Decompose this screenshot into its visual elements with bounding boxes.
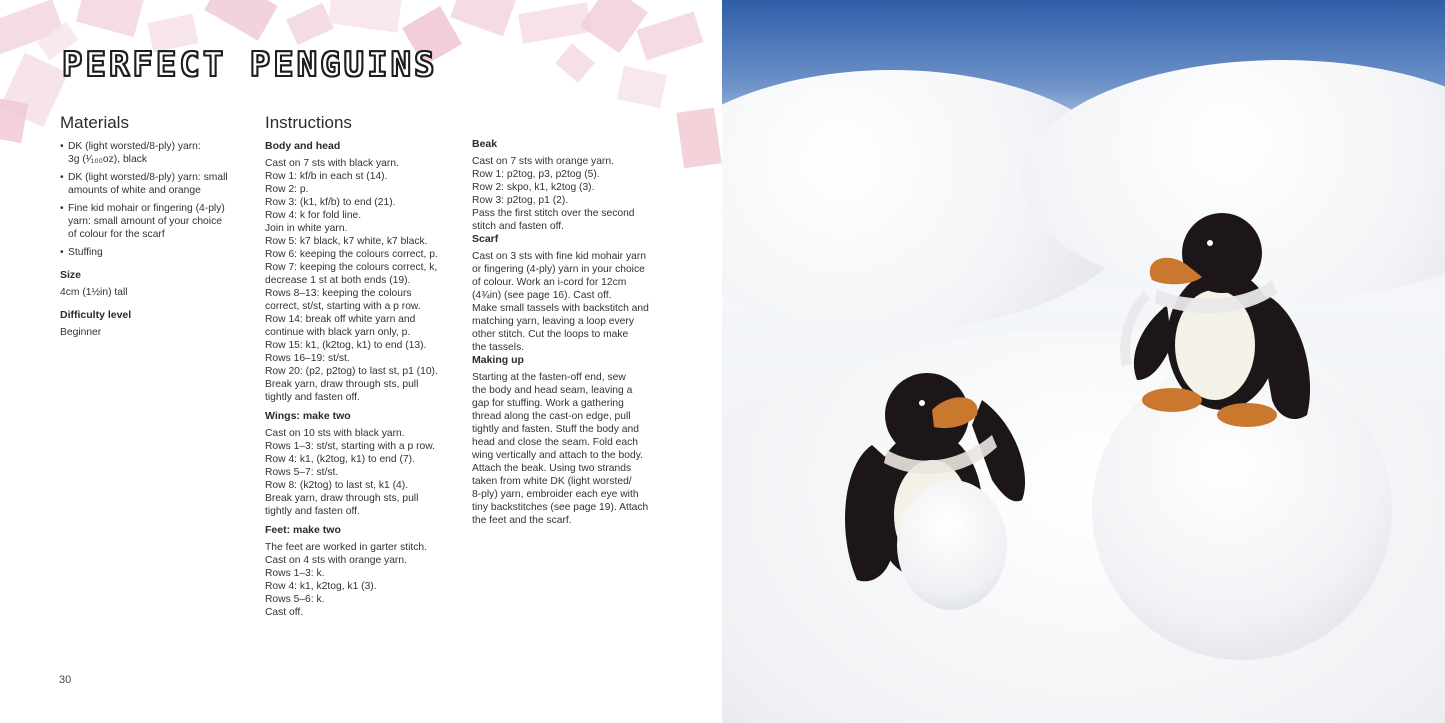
instruction-line: Row 2: p. — [265, 184, 309, 195]
instruction-line: matching yarn, leaving a loop every — [472, 316, 634, 327]
materials-item-line: • DK (light worsted/8-ply) yarn: — [68, 141, 201, 152]
instruction-line: Row 20: (p2, p2tog) to last st, p1 (10). — [265, 366, 438, 377]
instruction-line: of colour. Work an i-cord for 12cm — [472, 277, 627, 288]
instruction-line: Row 3: p2tog, p1 (2). — [472, 195, 569, 206]
instruction-line: Attach the beak. Using two strands — [472, 463, 632, 474]
instruction-line: Row 4: k1, k2tog, k1 (3). — [265, 581, 377, 592]
materials-item — [60, 246, 246, 259]
section-body — [472, 371, 672, 527]
instruction-line: tightly and fasten off. — [265, 392, 360, 403]
instruction-line: Row 14: break off white yarn and — [265, 314, 416, 325]
materials-item-line: • Stuffing — [68, 247, 103, 258]
instruction-line: Break yarn, draw through sts, pull — [265, 379, 419, 390]
instruction-line: continue with black yarn only, p. — [265, 327, 411, 338]
instructions-column-2 — [472, 138, 672, 527]
instruction-line: wing vertically and attach to the body. — [472, 450, 643, 461]
instruction-line: Row 15: k1, (k2tog, k1) to end (13). — [265, 340, 427, 351]
section-heading: Making up — [472, 354, 524, 366]
instruction-line: Rows 16–19: st/st. — [265, 353, 350, 364]
section-body — [265, 541, 457, 619]
section-feet — [265, 524, 457, 619]
penguin-photo — [722, 0, 1445, 723]
instruction-line: Row 6: keeping the colours correct, p. — [265, 249, 438, 260]
instruction-line: Cast on 4 sts with orange yarn. — [265, 555, 407, 566]
materials-item — [60, 202, 246, 241]
section-heading: Scarf — [472, 233, 499, 245]
confetti-decoration — [617, 66, 667, 108]
page-number: 30 — [59, 674, 72, 686]
instruction-line: tightly and fasten off. — [265, 506, 360, 517]
materials-item-line: amounts of white and orange — [68, 185, 201, 196]
confetti-decoration — [555, 43, 595, 82]
instruction-line: 8-ply) yarn, embroider each eye with — [472, 489, 639, 500]
instruction-line: the tassels. — [472, 342, 525, 353]
materials-item-line: • Fine kid mohair or fingering (4-ply) — [68, 203, 225, 214]
difficulty-heading: Difficulty level — [60, 309, 132, 321]
instruction-line: Row 4: k1, (k2tog, k1) to end (7). — [265, 454, 415, 465]
instruction-line: Make small tassels with backstitch and — [472, 303, 649, 314]
section-heading: Feet: make two — [265, 524, 341, 536]
difficulty-value: Beginner — [60, 327, 102, 338]
instruction-line: Cast on 10 sts with black yarn. — [265, 428, 405, 439]
instruction-line: Rows 5–7: st/st. — [265, 467, 339, 478]
instruction-line: or fingering (4-ply) yarn in your choice — [472, 264, 645, 275]
section-body — [265, 427, 457, 518]
instruction-line: correct, st/st, starting with a p row. — [265, 301, 421, 312]
instruction-line: tiny backstitches (see page 19). Attach — [472, 502, 649, 513]
instruction-line: Rows 8–13: keeping the colours — [265, 288, 412, 299]
instructions-heading: Instructions — [265, 113, 352, 132]
materials-item-line: 3g (¹⁄₁₀₀oz), black — [68, 154, 147, 165]
confetti-decoration — [637, 12, 704, 61]
instruction-line: Rows 1–3: st/st, starting with a p row. — [265, 441, 435, 452]
section-heading: Body and head — [265, 140, 341, 152]
materials-item — [60, 171, 246, 197]
instruction-line: Rows 1–3: k. — [265, 568, 325, 579]
confetti-decoration — [450, 0, 516, 36]
instruction-line: head and close the seam. Fold each — [472, 437, 639, 448]
confetti-decoration — [76, 0, 144, 37]
instruction-line: taken from white DK (light worsted/ — [472, 476, 632, 487]
materials-item-line: of colour for the scarf — [68, 229, 165, 240]
instruction-line: the feet and the scarf. — [472, 515, 572, 526]
instruction-line: Row 8: (k2tog) to last st, k1 (4). — [265, 480, 409, 491]
materials-list — [60, 140, 246, 259]
instruction-line: gap for stuffing. Work a gathering — [472, 398, 624, 409]
instruction-line: Join in white yarn. — [265, 223, 348, 234]
instruction-line: Cast on 7 sts with black yarn. — [265, 158, 399, 169]
section-heading: Beak — [472, 138, 498, 150]
instruction-line: Cast off. — [265, 607, 304, 618]
confetti-decoration — [328, 0, 402, 33]
instruction-line: stitch and fasten off. — [472, 221, 564, 232]
section-body — [265, 157, 457, 404]
confetti-decoration — [580, 0, 648, 53]
confetti-decoration — [676, 108, 721, 169]
instruction-line: tightly and fasten. Stuff the body and — [472, 424, 639, 435]
instruction-line: Starting at the fasten-off end, sew — [472, 372, 626, 383]
confetti-decoration — [0, 97, 28, 143]
instruction-line: Rows 5–6: k. — [265, 594, 325, 605]
section-body-and-head — [265, 140, 457, 404]
materials-item — [60, 140, 246, 166]
instruction-line: thread along the cast-on edge, pull — [472, 411, 631, 422]
instruction-line: The feet are worked in garter stitch. — [265, 542, 427, 553]
section-making-up — [472, 354, 672, 527]
section-scarf — [472, 233, 672, 354]
instruction-line: Row 2: skpo, k1, k2tog (3). — [472, 182, 595, 193]
materials-item-line: • DK (light worsted/8-ply) yarn: small — [68, 172, 228, 183]
confetti-decoration — [204, 0, 278, 41]
page-title: PERFECT PENGUINS — [62, 45, 438, 85]
section-body — [472, 250, 672, 354]
instruction-line: Break yarn, draw through sts, pull — [265, 493, 419, 504]
materials-item-line: yarn: small amount of your choice — [68, 216, 222, 227]
confetti-decoration — [286, 3, 334, 45]
instruction-line: Row 5: k7 black, k7 white, k7 black. — [265, 236, 428, 247]
instruction-line: Cast on 7 sts with orange yarn. — [472, 156, 614, 167]
instruction-line: (4¾in) (see page 16). Cast off. — [472, 290, 612, 301]
small-snowball — [897, 480, 1007, 610]
instruction-line: decrease 1 st at both ends (19). — [265, 275, 411, 286]
section-wings — [265, 410, 457, 518]
instruction-line: Row 1: kf/b in each st (14). — [265, 171, 388, 182]
instruction-line: Row 7: keeping the colours correct, k, — [265, 262, 438, 273]
section-heading: Wings: make two — [265, 410, 351, 422]
large-knitted-penguin — [1097, 205, 1337, 435]
instruction-line: Cast on 3 sts with fine kid mohair yarn — [472, 251, 646, 262]
instruction-line: Row 3: (k1, kf/b) to end (21). — [265, 197, 396, 208]
instruction-line: the body and head seam, leaving a — [472, 385, 633, 396]
size-value: 4cm (1½in) tall — [60, 287, 128, 298]
instruction-line: Pass the first stitch over the second — [472, 208, 635, 219]
instruction-line: Row 4: k for fold line. — [265, 210, 362, 221]
left-page — [0, 0, 722, 723]
size-heading: Size — [60, 269, 82, 281]
instruction-line: other stitch. Cut the loops to make — [472, 329, 629, 340]
section-body — [472, 155, 672, 233]
instructions-column-1 — [265, 112, 457, 619]
materials-heading: Materials — [60, 113, 129, 132]
materials-column — [60, 112, 246, 339]
instruction-line: Row 1: p2tog, p3, p2tog (5). — [472, 169, 600, 180]
section-beak — [472, 138, 672, 233]
